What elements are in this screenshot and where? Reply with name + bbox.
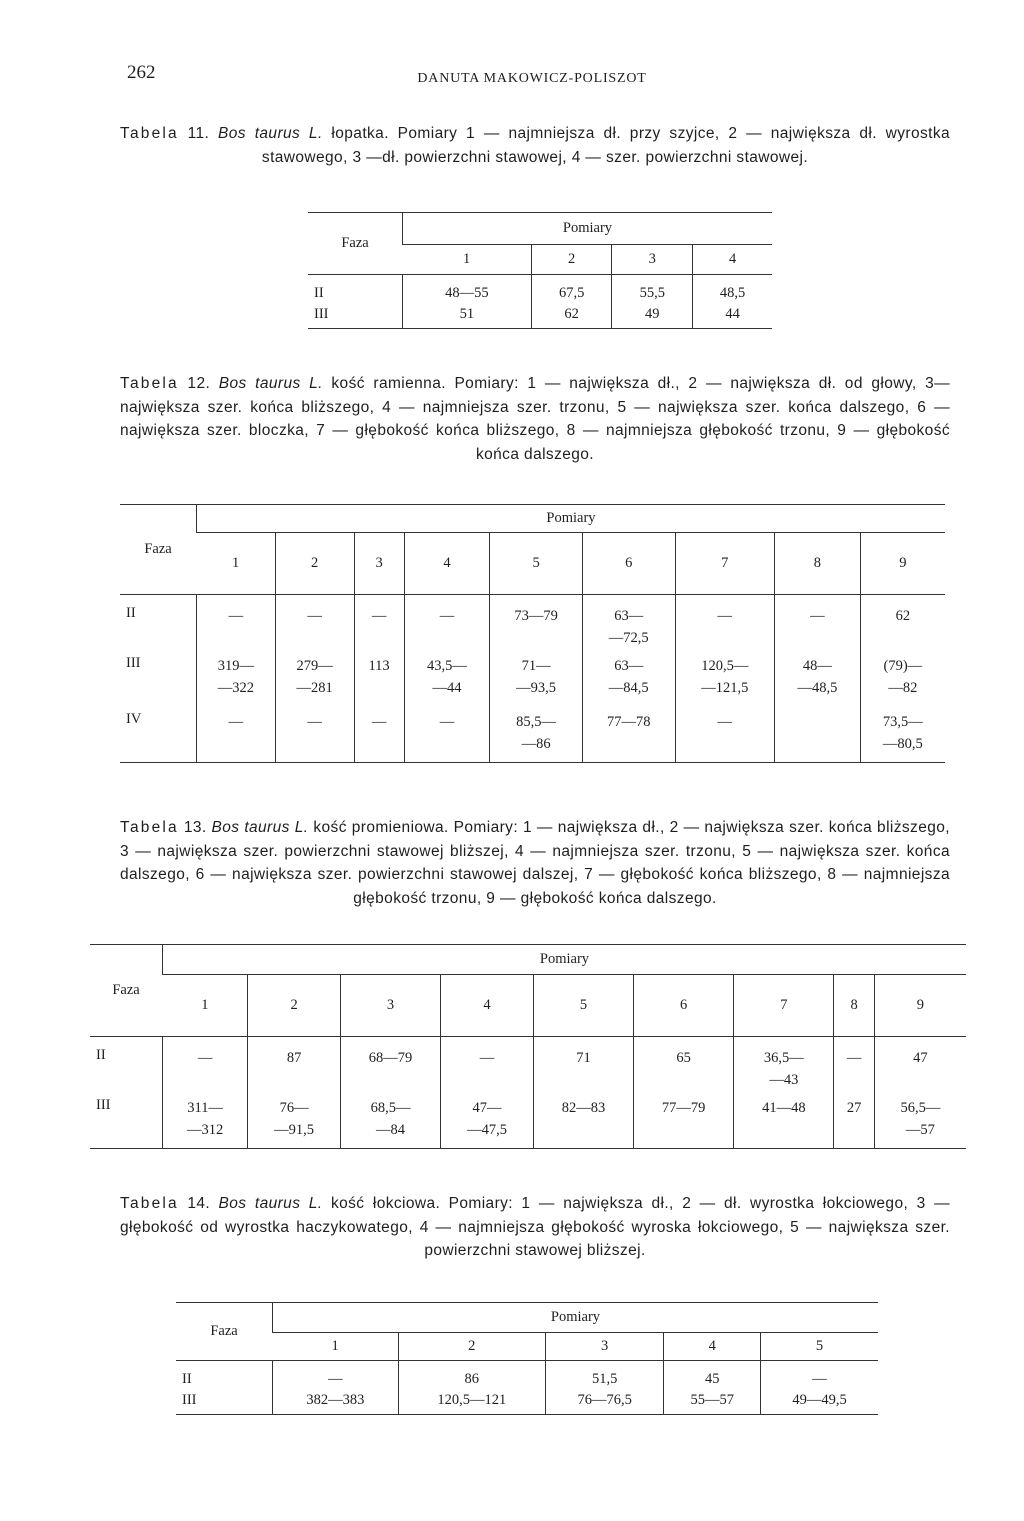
cell-line: 47—	[472, 1099, 502, 1116]
page-number: 262	[127, 62, 156, 83]
table-cell	[404, 707, 490, 763]
table-cell: 49—49,5	[761, 1388, 878, 1414]
faza-cell: III	[176, 1388, 273, 1414]
faza-cell: III	[308, 302, 403, 328]
table-cell: 51,5	[545, 1361, 663, 1389]
table-cell	[275, 651, 354, 707]
cell-line: —	[439, 608, 455, 624]
table-12-caption	[120, 372, 950, 466]
table-cell	[354, 651, 404, 707]
table-cell	[354, 707, 404, 763]
table-cell	[874, 1093, 966, 1149]
table-cell	[275, 707, 354, 763]
column-header: 3	[354, 533, 404, 595]
table-cell: —	[761, 1361, 878, 1389]
column-header: 6	[582, 533, 675, 595]
table-cell	[634, 1093, 734, 1149]
cell-line: —281	[296, 679, 333, 696]
column-header: 1	[163, 975, 248, 1037]
cell-line: —312	[186, 1121, 224, 1138]
cell-line: —121,5	[701, 679, 749, 696]
cell-line: —91,5	[274, 1121, 315, 1138]
column-header-row	[90, 975, 966, 1037]
table-number: 14.	[187, 1195, 211, 1212]
table-cell	[354, 595, 404, 651]
cell-line: —	[307, 608, 322, 624]
table-cell	[874, 1037, 966, 1093]
faza-header: Faza	[90, 945, 163, 1037]
cell-line: —	[228, 608, 244, 624]
column-header: 4	[404, 533, 490, 595]
cell-line: —84	[376, 1121, 406, 1138]
cell-line: 76—	[279, 1099, 309, 1116]
column-header: 3	[612, 245, 693, 275]
table-number: 12.	[187, 375, 211, 392]
cell-line: —	[846, 1050, 862, 1066]
column-header: 6	[634, 975, 734, 1037]
running-head: DANUTA MAKOWICZ-POLISZOT	[417, 71, 647, 86]
cell-line: —	[479, 1050, 495, 1066]
pomiary-header: Pomiary	[403, 213, 773, 245]
table-row	[90, 1037, 966, 1093]
table-cell	[582, 595, 675, 651]
column-header: 2	[248, 975, 341, 1037]
table-row	[176, 1388, 878, 1414]
table-row	[308, 302, 772, 328]
column-header: 4	[441, 975, 534, 1037]
cell-line: 113	[368, 657, 390, 674]
cell-line: —	[717, 608, 733, 624]
table-cell	[775, 595, 861, 651]
cell-line: —82	[888, 679, 918, 696]
table-description: łopatka. Pomiary 1 — najmniejsza dł. przy szyjce, 2 — największa dł. wyrostka stawowego, 3 —dł. powierzchni stawowej, 4 — szer. powierzchni stawowej.	[261, 125, 951, 166]
cell-line: 87	[286, 1050, 302, 1066]
pomiary-header: Pomiary	[163, 945, 967, 975]
column-header: 4	[693, 245, 772, 275]
table-cell	[734, 1037, 834, 1093]
faza-cell: II	[182, 1371, 192, 1387]
column-header: 8	[775, 533, 861, 595]
table-body	[176, 1361, 878, 1415]
column-header: 2	[275, 533, 354, 595]
table-cell: 62	[531, 302, 612, 328]
column-header-row	[120, 533, 945, 595]
table-cell	[197, 651, 276, 707]
table-cell: 48—55	[403, 275, 532, 303]
cell-line: —86	[521, 735, 551, 752]
table-row	[120, 707, 945, 763]
table-cell: 382—383	[273, 1388, 399, 1414]
cell-line: —	[228, 713, 244, 730]
table-row	[90, 1093, 966, 1149]
cell-line: —	[307, 713, 322, 730]
table-label: Tabela	[120, 125, 179, 142]
cell-line: 36,5—	[763, 1050, 804, 1066]
column-header: 7	[734, 975, 834, 1037]
cell-line: 71—	[521, 657, 551, 674]
table-label: Tabela	[120, 375, 179, 392]
table-cell	[404, 651, 490, 707]
column-header: 2	[531, 245, 612, 275]
table-cell	[860, 707, 945, 763]
column-header: 3	[545, 1333, 663, 1361]
column-header: 1	[273, 1333, 399, 1361]
cell-line: 68—79	[368, 1050, 413, 1066]
table-row	[308, 275, 772, 303]
table-cell	[340, 1093, 440, 1149]
species-name: Bos taurus L.	[218, 125, 323, 142]
table-13	[90, 944, 966, 1149]
cell-line: 82—83	[561, 1099, 606, 1116]
cell-line: —	[197, 1050, 213, 1066]
table-cell	[275, 595, 354, 651]
cell-line: —	[371, 608, 387, 624]
table-cell	[734, 1093, 834, 1149]
faza-cell: III	[90, 1093, 163, 1149]
table-cell	[775, 707, 861, 763]
table-cell	[404, 595, 490, 651]
cell-line: —80,5	[882, 735, 923, 752]
table-description: kość promieniowa. Pomiary: 1 — największa dł., 2 — największa szer. końca bliższego, 3 — największa szer. powierzchni stawowej bliższej, 4 — najmniejsza szer. trzonu, 5 — największa szer. końca dalszego, 6 — największa szer. powierzchni stawowej dalszej, 7 — głębokość końca bliższego, 8 — najmniejsza głębokość trzonu, 9 — głębokość końca dalszego.	[120, 819, 950, 907]
cell-line: —93,5	[516, 679, 557, 696]
cell-line: —48,5	[797, 679, 838, 696]
table-14	[176, 1302, 878, 1415]
table-cell: 45	[664, 1361, 761, 1389]
table-description: kość ramienna. Pomiary: 1 — największa dł., 2 — największa dł. od głowy, 3— największa szer. końca bliższego, 4 — najmniejsza szer. trzonu, 5 — największa szer. końca dalszego, 6 — największa szer. bloczka, 7 — głębokość końca bliższego, 8 — najmniejsza głębokość trzonu, 9 — głębokość końca dalszego.	[120, 375, 950, 463]
cell-line: —72,5	[608, 630, 649, 646]
table-cell	[675, 651, 775, 707]
table-cell	[248, 1037, 341, 1093]
cell-line: 48—	[802, 657, 832, 674]
column-header: 9	[874, 975, 966, 1037]
cell-line: 63—	[614, 608, 644, 624]
table-cell: 44	[693, 302, 772, 328]
column-header: 4	[664, 1333, 761, 1361]
table-cell	[490, 651, 583, 707]
column-header: 8	[834, 975, 874, 1037]
table-cell	[834, 1093, 874, 1149]
cell-line: —43	[769, 1072, 799, 1088]
cell-line: 62	[895, 608, 911, 624]
faza-cell: II	[314, 285, 324, 301]
table-cell	[197, 595, 276, 651]
species-name: Bos taurus L.	[211, 819, 309, 836]
table-cell	[441, 1037, 534, 1093]
table-cell	[582, 707, 675, 763]
table-cell	[675, 707, 775, 763]
table-number: 13.	[183, 819, 207, 836]
table-cell: 76—76,5	[545, 1388, 663, 1414]
pomiary-header: Pomiary	[273, 1303, 879, 1333]
cell-line: 63—	[614, 657, 644, 674]
species-name: Bos taurus L.	[218, 1195, 323, 1212]
table-11	[308, 212, 772, 329]
faza-header: Faza	[120, 505, 197, 595]
table-cell	[490, 595, 583, 651]
column-header: 5	[533, 975, 633, 1037]
cell-line: —57	[905, 1121, 935, 1138]
table-cell: 55,5	[612, 275, 693, 303]
table-cell: 51	[403, 302, 532, 328]
table-cell	[441, 1093, 534, 1149]
table-cell	[163, 1037, 248, 1093]
table-cell	[340, 1037, 440, 1093]
cell-line: —	[439, 713, 455, 730]
cell-line: 73—79	[514, 608, 558, 624]
column-header: 3	[340, 975, 440, 1037]
table-cell: 49	[612, 302, 693, 328]
cell-line: —84,5	[608, 679, 649, 696]
cell-line: —47,5	[467, 1121, 507, 1138]
cell-line: 43,5—	[427, 657, 467, 674]
cell-line: 279—	[296, 657, 333, 674]
cell-line: 311—	[187, 1099, 223, 1116]
column-header: 7	[675, 533, 775, 595]
faza-cell: II	[96, 1047, 106, 1063]
table-cell	[834, 1037, 874, 1093]
column-header: 1	[403, 245, 532, 275]
column-header: 5	[761, 1333, 878, 1361]
table-14-caption	[120, 1192, 950, 1263]
table-12	[120, 504, 945, 763]
cell-line: 77—79	[661, 1099, 706, 1116]
column-header: 1	[197, 533, 276, 595]
table-cell	[248, 1093, 341, 1149]
table-cell	[197, 707, 276, 763]
column-header: 9	[860, 533, 945, 595]
table-cell	[775, 651, 861, 707]
table-cell: —	[273, 1361, 399, 1389]
table-cell	[860, 595, 945, 651]
table-label: Tabela	[120, 819, 179, 836]
cell-line: —	[810, 608, 825, 624]
faza-header: Faza	[308, 213, 403, 275]
cell-line: 73,5—	[882, 713, 923, 730]
cell-line: 65	[676, 1050, 691, 1066]
table-body	[90, 1037, 966, 1149]
table-body	[120, 595, 945, 763]
cell-line: —322	[217, 679, 254, 696]
cell-line: 319—	[217, 657, 254, 674]
table-11-caption	[120, 122, 950, 169]
faza-cell: II	[126, 605, 136, 621]
table-cell	[490, 707, 583, 763]
table-label: Tabela	[120, 1195, 179, 1212]
cell-line: (79)—	[883, 657, 923, 674]
cell-line: —	[717, 713, 733, 730]
faza-cell: III	[126, 654, 141, 671]
table-13-caption	[120, 816, 950, 910]
table-row	[176, 1361, 878, 1389]
table-description: kość łokciowa. Pomiary: 1 — największa dł., 2 — dł. wyrostka łokciowego, 3 — głębokość od wyrostka haczykowatego, 4 — najmniejsza głębokość wyroska łokciowego, 5 — największa szer. powierzchni stawowej bliższej.	[120, 1195, 950, 1259]
table-cell: 48,5	[693, 275, 772, 303]
table-cell: 67,5	[531, 275, 612, 303]
table-cell: 55—57	[664, 1388, 761, 1414]
table-cell	[634, 1037, 734, 1093]
table-cell: 86	[398, 1361, 545, 1389]
column-header: 5	[490, 533, 583, 595]
cell-line: 68,5—	[370, 1099, 411, 1116]
faza-header: Faza	[176, 1303, 273, 1361]
cell-line: 41—48	[762, 1099, 806, 1116]
cell-line: —	[371, 713, 387, 730]
pomiary-header: Pomiary	[197, 505, 946, 533]
table-row	[120, 651, 945, 707]
species-name: Bos taurus L.	[218, 375, 323, 392]
faza-cell: IV	[120, 707, 197, 763]
table-number: 11.	[187, 125, 210, 142]
table-cell	[533, 1037, 633, 1093]
table-cell	[533, 1093, 633, 1149]
cell-line: —44	[432, 679, 462, 696]
table-cell	[582, 651, 675, 707]
table-row	[120, 595, 945, 651]
cell-line: 120,5—	[701, 657, 749, 674]
table-cell	[675, 595, 775, 651]
cell-line: 27	[846, 1099, 862, 1116]
column-header-row	[176, 1333, 878, 1361]
table-cell	[163, 1093, 248, 1149]
table-cell	[860, 651, 945, 707]
cell-line: 47	[913, 1050, 928, 1066]
cell-line: 71	[576, 1050, 591, 1066]
cell-line: 56,5—	[900, 1099, 941, 1116]
cell-line: 85,5—	[516, 713, 557, 730]
column-header: 2	[398, 1333, 545, 1361]
cell-line: 77—78	[606, 713, 651, 730]
table-body	[308, 275, 772, 329]
table-cell: 120,5—121	[398, 1388, 545, 1414]
